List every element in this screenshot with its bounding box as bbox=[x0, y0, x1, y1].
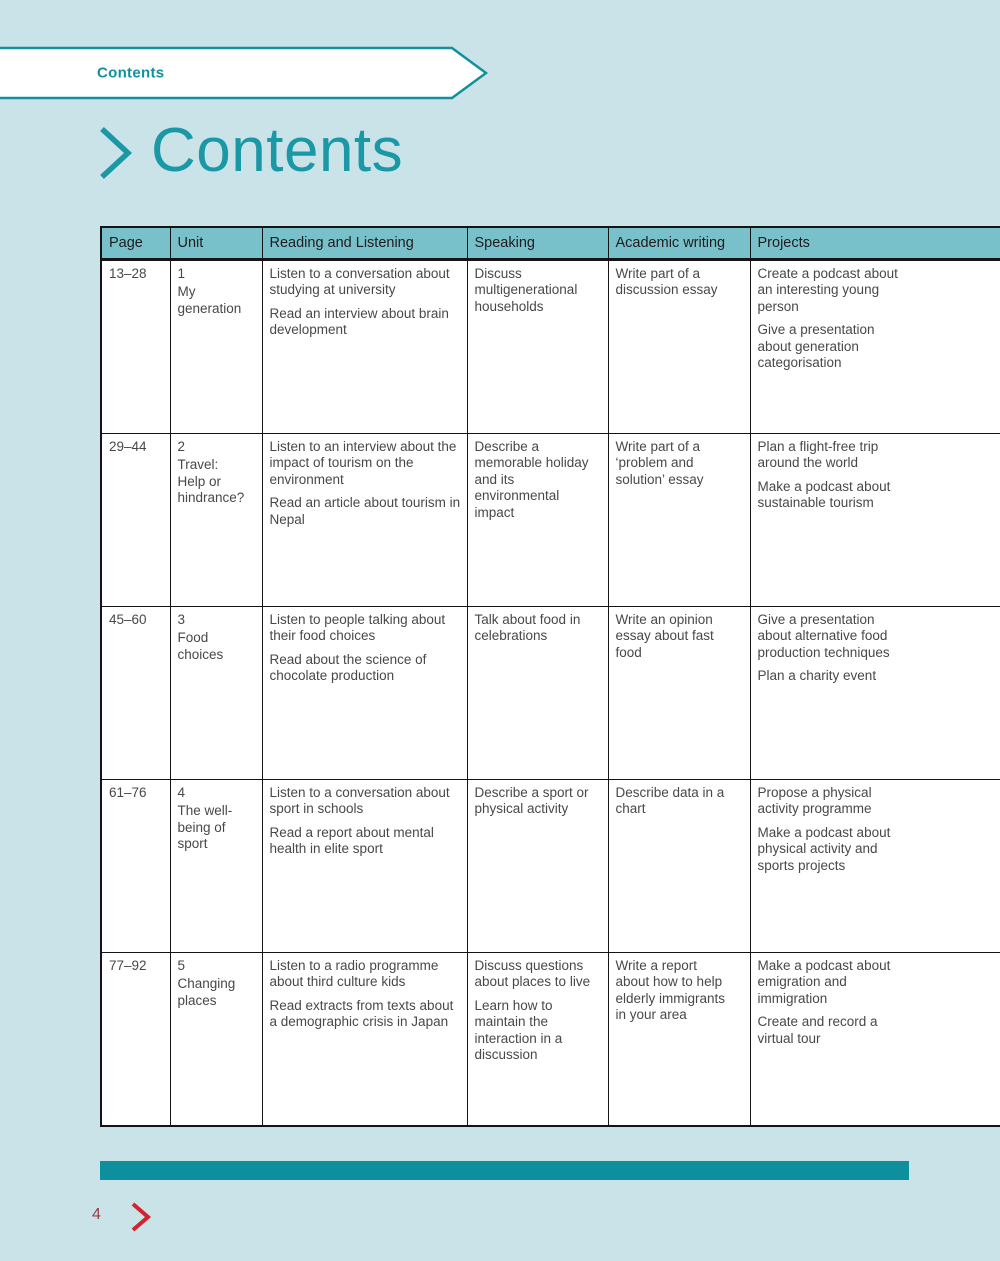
page-range-cell: 45–60 bbox=[101, 607, 170, 780]
activity-item: Create a podcast about an interesting young person bbox=[757, 266, 898, 314]
activity-item: Give a presentation about alternative food production techniques bbox=[757, 612, 890, 660]
activity-item: Write an opinion essay about fast food bbox=[615, 612, 714, 660]
activity-item: Learn how to maintain the interaction in a discussion bbox=[474, 997, 563, 1063]
reading-listening-cell bbox=[262, 780, 467, 953]
activity-item: Make a podcast about physical activity and sports projects bbox=[757, 824, 891, 873]
unit-cell bbox=[170, 434, 262, 607]
footer-chevron-icon bbox=[128, 1201, 154, 1233]
bottom-accent-bar bbox=[100, 1161, 909, 1180]
activity-item: Listen to people talking about their food choices bbox=[269, 612, 446, 644]
activity-item: Read a report about mental health in elite sport bbox=[269, 824, 434, 857]
activity-item: Listen to a conversation about sport in schools bbox=[269, 785, 450, 817]
projects-cell bbox=[750, 434, 1000, 607]
reading-listening-cell bbox=[262, 260, 467, 434]
activity-item: Read an interview about brain development bbox=[269, 305, 449, 338]
page-number: 4 bbox=[92, 1206, 101, 1223]
activity-item: Propose a physical activity programme bbox=[757, 785, 872, 817]
activity-item: Make a podcast about emigration and immigration bbox=[757, 958, 891, 1006]
projects-cell bbox=[750, 780, 1000, 953]
activity-item: Read about the science of chocolate production bbox=[269, 651, 427, 684]
unit-cell bbox=[170, 780, 262, 953]
activity-item: Read extracts from texts about a demographic crisis in Japan bbox=[269, 997, 454, 1030]
title-chevron-icon bbox=[95, 122, 135, 184]
table-row-unit-3 bbox=[101, 607, 1000, 780]
column-header-page: Page bbox=[101, 227, 170, 260]
unit-cell bbox=[170, 260, 262, 434]
unit-cell bbox=[170, 953, 262, 1127]
speaking-cell bbox=[467, 607, 608, 780]
unit-name: Changing places bbox=[177, 976, 236, 1008]
page-range-cell: 13–28 bbox=[101, 260, 170, 434]
activity-item: Describe a memorable holiday and its environmental impact bbox=[474, 439, 589, 520]
activity-item: Talk about food in celebrations bbox=[474, 612, 581, 644]
projects-cell bbox=[750, 953, 1000, 1127]
table-row-unit-4 bbox=[101, 780, 1000, 953]
activity-item: Write a report about how to help elderly immigrants in your area bbox=[615, 958, 726, 1023]
header-banner bbox=[0, 46, 500, 100]
unit-number: 5 bbox=[177, 958, 186, 973]
unit-name: Travel: Help or hindrance? bbox=[177, 457, 245, 506]
table-row-unit-5 bbox=[101, 953, 1000, 1127]
activity-item: Write part of a discussion essay bbox=[615, 266, 718, 298]
page-range-cell: 29–44 bbox=[101, 434, 170, 607]
activity-item: Listen to a radio programme about third culture kids bbox=[269, 958, 439, 990]
activity-item: Create and record a virtual tour bbox=[757, 1014, 878, 1046]
contents-table bbox=[100, 226, 1000, 1127]
activity-item: Give a presentation about generation categorisation bbox=[757, 322, 875, 371]
projects-cell bbox=[750, 607, 1000, 780]
unit-name: My generation bbox=[177, 284, 242, 316]
speaking-cell bbox=[467, 953, 608, 1127]
banner-arrow-shape bbox=[0, 46, 500, 100]
speaking-cell bbox=[467, 780, 608, 953]
activity-item: Read an article about tourism in Nepal bbox=[269, 495, 461, 527]
activity-item: Write part of a ‘problem and solution’ essay bbox=[615, 439, 704, 487]
unit-number: 4 bbox=[177, 785, 186, 800]
academic-writing-cell bbox=[608, 953, 750, 1127]
unit-name: Food choices bbox=[177, 630, 224, 662]
activity-item: Discuss questions about places to live bbox=[474, 958, 591, 990]
academic-writing-cell bbox=[608, 780, 750, 953]
activity-item: Listen to an interview about the impact of tourism on the environment bbox=[269, 439, 457, 487]
unit-number: 3 bbox=[177, 612, 186, 627]
activity-item: Listen to a conversation about studying at university bbox=[269, 266, 450, 298]
column-header-speaking: Speaking bbox=[467, 227, 608, 260]
page-title-text: Contents bbox=[151, 116, 404, 185]
banner-label: Contents bbox=[97, 64, 165, 82]
activity-item: Discuss multigenerational households bbox=[474, 266, 578, 314]
academic-writing-cell bbox=[608, 260, 750, 434]
column-header-projects: Projects bbox=[750, 227, 1000, 260]
unit-name: The well-being of sport bbox=[177, 803, 233, 852]
column-header-reading-listening: Reading and Listening bbox=[262, 227, 467, 260]
reading-listening-cell bbox=[262, 953, 467, 1127]
unit-cell bbox=[170, 607, 262, 780]
table-header-row bbox=[101, 227, 1000, 260]
academic-writing-cell bbox=[608, 607, 750, 780]
academic-writing-cell bbox=[608, 434, 750, 607]
page-title bbox=[95, 118, 403, 184]
unit-number: 2 bbox=[177, 439, 186, 454]
table-row-unit-2 bbox=[101, 434, 1000, 607]
speaking-cell bbox=[467, 434, 608, 607]
table-row-unit-1 bbox=[101, 260, 1000, 434]
speaking-cell bbox=[467, 260, 608, 434]
column-header-academic-writing: Academic writing bbox=[608, 227, 750, 260]
activity-item: Describe data in a chart bbox=[615, 785, 725, 817]
reading-listening-cell bbox=[262, 434, 467, 607]
activity-item: Make a podcast about sustainable tourism bbox=[757, 478, 891, 511]
activity-item: Describe a sport or physical activity bbox=[474, 785, 589, 817]
activity-item: Plan a flight-free trip around the world bbox=[757, 439, 879, 471]
reading-listening-cell bbox=[262, 607, 467, 780]
projects-cell bbox=[750, 260, 1000, 434]
unit-number: 1 bbox=[177, 266, 186, 281]
page-range-cell: 77–92 bbox=[101, 953, 170, 1127]
column-header-unit: Unit bbox=[170, 227, 262, 260]
activity-item: Plan a charity event bbox=[757, 668, 877, 684]
page-range-cell: 61–76 bbox=[101, 780, 170, 953]
